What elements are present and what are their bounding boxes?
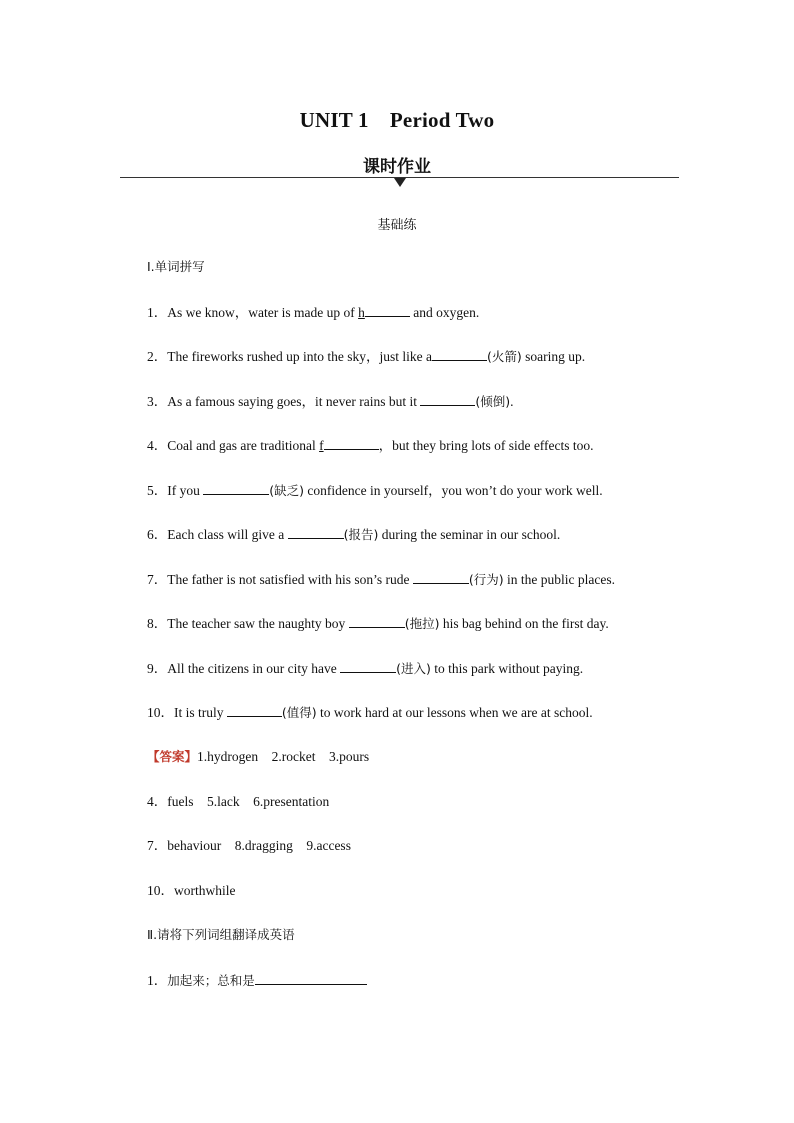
item-text: confidence in yourself，you won’t do your work well.: [304, 483, 603, 498]
answer-blank[interactable]: [413, 570, 469, 584]
part2-heading: Ⅱ.请将下列词组翻译成英语: [147, 927, 295, 942]
chinese-hint: (报告): [343, 527, 379, 542]
item-number: 4．: [147, 438, 168, 453]
list-item: [147, 347, 585, 366]
answer-line: 10．worthwhile: [147, 883, 236, 898]
list-item: [147, 392, 513, 411]
answer-text: 1.hydrogen 2.rocket 3.pours: [197, 749, 370, 764]
item-text: ，but they bring lots of side effects too.: [378, 438, 594, 453]
item-text: his bag behind on the first day.: [439, 616, 609, 631]
answer-blank[interactable]: [340, 659, 396, 673]
item-number: 9．: [147, 661, 168, 676]
answer-blank[interactable]: [432, 347, 487, 361]
item-text: If you: [167, 483, 204, 498]
answer-blank[interactable]: [255, 971, 367, 985]
item-text: As we know，water is made up of: [167, 305, 359, 320]
chinese-hint: (倾倒): [475, 394, 511, 409]
answer-blank[interactable]: [203, 481, 269, 495]
chinese-hint: (行为): [468, 572, 504, 587]
chinese-hint: (火箭): [486, 349, 522, 364]
list-item: [147, 659, 583, 678]
list-item: [147, 971, 367, 990]
item-text: It is truly: [174, 705, 227, 720]
list-item: [147, 303, 479, 322]
hint-letter: h: [358, 305, 365, 320]
item-text: to this park without paying.: [430, 661, 584, 676]
part1-heading: Ⅰ.单词拼写: [147, 259, 205, 274]
item-number: 3．: [147, 394, 168, 409]
item-text: soaring up.: [521, 349, 586, 364]
answer-line: [147, 748, 369, 766]
list-item: [147, 570, 615, 589]
item-text: to work hard at our lessons when we are at school.: [316, 705, 593, 720]
answer-line: 7．behaviour 8.dragging 9.access: [147, 838, 351, 853]
item-number: 5．: [147, 483, 168, 498]
chinese-hint: (缺乏): [269, 483, 305, 498]
chinese-hint: (拖拉): [404, 616, 440, 631]
item-text: Each class will give a: [167, 527, 288, 542]
page-title: UNIT 1 Period Two: [299, 108, 495, 132]
chinese-hint: (进入): [396, 661, 431, 676]
answer-blank[interactable]: [288, 525, 344, 539]
section-label: 基础练: [377, 218, 417, 233]
chinese-hint: (值得): [281, 705, 317, 720]
item-text: in the public places.: [503, 572, 615, 587]
item-text: All the citizens in our city have: [167, 661, 341, 676]
item-text: As a famous saying goes，it never rains but it: [167, 394, 421, 409]
list-item: [147, 703, 593, 722]
answer-blank[interactable]: [324, 436, 379, 450]
triangle-down-icon: [394, 178, 406, 187]
item-number: 6．: [147, 527, 168, 542]
answer-blank[interactable]: [227, 703, 282, 717]
item-number: 10．: [147, 705, 174, 720]
item-text: 加起来；总和是: [167, 973, 255, 988]
item-number: 7．: [147, 572, 168, 587]
item-number: 2．: [147, 349, 168, 364]
list-item: [147, 614, 609, 633]
hint-letter: f: [319, 438, 324, 453]
page-subtitle: 课时作业: [363, 157, 431, 177]
item-number: 1．: [147, 305, 168, 320]
item-number: 8．: [147, 616, 168, 631]
answer-tag: 【答案】: [147, 749, 198, 764]
answer-blank[interactable]: [365, 303, 410, 317]
item-text: and oxygen.: [409, 305, 480, 320]
answer-blank[interactable]: [349, 614, 405, 628]
answer-line: 4．fuels 5.lack 6.presentation: [147, 794, 330, 809]
item-number: 1．: [147, 973, 168, 988]
item-text: The father is not satisfied with his son’s rude: [167, 572, 413, 587]
item-text: The teacher saw the naughty boy: [167, 616, 349, 631]
item-text: The fireworks rushed up into the sky，just like a: [167, 349, 432, 364]
item-text: Coal and gas are traditional: [167, 438, 320, 453]
item-text: .: [510, 394, 514, 409]
answer-blank[interactable]: [420, 392, 475, 406]
list-item: [147, 481, 603, 500]
list-item: [147, 525, 560, 544]
list-item: [147, 436, 594, 455]
item-text: during the seminar in our school.: [378, 527, 561, 542]
